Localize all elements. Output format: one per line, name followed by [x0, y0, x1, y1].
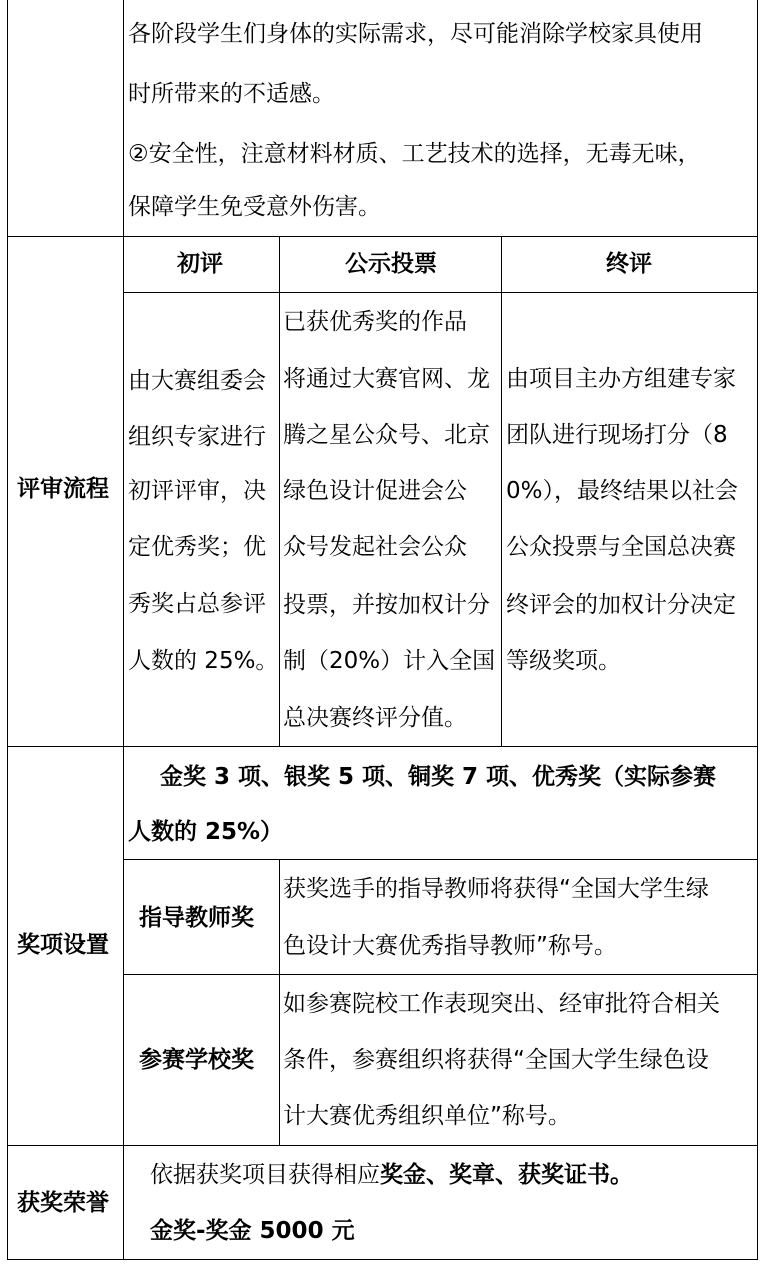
- review-header-final: 终评: [606, 251, 652, 277]
- table-border-right: [757, 0, 758, 1260]
- review-vote-line: 众号发起社会公众: [283, 534, 467, 560]
- review-label: 评审流程: [17, 476, 109, 502]
- awards-summary-line-2: 人数的 25%）: [128, 819, 284, 845]
- review-vote-line: 绿色设计促进会公: [283, 478, 467, 504]
- review-final-line: 终评会的加权计分决定: [506, 592, 736, 618]
- review-initial-line: 秀奖占总参评: [128, 591, 266, 617]
- review-vote-line: 总决赛终评分值。: [283, 705, 467, 731]
- review-final-line: 团队进行现场打分（8: [506, 422, 728, 448]
- requirements-line-3: ②安全性，注意材料材质、工艺技术的选择，无毒无味，: [128, 141, 701, 167]
- school-award-line-1: 如参赛院校工作表现突出、经审批符合相关: [283, 991, 720, 1017]
- awards-col-divider: [279, 859, 280, 1145]
- awards-summary-divider: [123, 859, 758, 860]
- review-header-divider: [123, 292, 758, 293]
- awards-label: 奖项设置: [17, 932, 109, 958]
- requirements-line-4: 保障学生免受意外伤害。: [128, 194, 381, 220]
- school-award-label: 参赛学校奖: [139, 1047, 254, 1073]
- review-vote-line: 制（20%）计入全国: [283, 648, 496, 674]
- awards-teacher-divider: [123, 974, 758, 975]
- review-initial-line: 人数的 25%。: [128, 648, 279, 674]
- review-vote-line: 将通过大赛官网、龙: [283, 366, 490, 392]
- teacher-award-label: 指导教师奖: [139, 905, 254, 931]
- requirements-line-1: 各阶段学生们身体的实际需求，尽可能消除学校家具使用: [128, 21, 703, 47]
- row-divider-honors: [7, 1145, 758, 1146]
- honors-line-1-normal: 依据获奖项目获得相应: [150, 1162, 380, 1188]
- teacher-award-line-2: 色设计大赛优秀指导教师”称号。: [283, 933, 617, 959]
- review-vote-line: 腾之星公众号、北京: [283, 422, 490, 448]
- column-divider-label: [123, 0, 124, 1260]
- review-final-line: 等级奖项。: [506, 648, 621, 674]
- requirements-line-2: 时所带来的不适感。: [128, 81, 335, 107]
- review-vote-line: 已获优秀奖的作品: [283, 309, 467, 335]
- awards-summary-line-1: 金奖 3 项、银奖 5 项、铜奖 7 项、优秀奖（实际参赛: [160, 764, 717, 790]
- review-initial-line: 定优秀奖；优: [128, 534, 266, 560]
- review-final-line: 0%），最终结果以社会: [506, 478, 738, 504]
- review-col-divider-2: [501, 236, 502, 746]
- teacher-award-line-1: 获奖选手的指导教师将获得“全国大学生绿: [283, 876, 709, 902]
- school-award-line-3: 计大赛优秀组织单位”称号。: [283, 1103, 571, 1129]
- review-initial-line: 组织专家进行: [128, 424, 266, 450]
- review-final-line: 公众投票与全国总决赛: [506, 534, 736, 560]
- review-final-line: 由项目主办方组建专家: [506, 366, 736, 392]
- review-initial-line: 初评评审，决: [128, 478, 266, 504]
- honors-line-2: 金奖-奖金 5000 元: [150, 1218, 355, 1244]
- review-header-initial: 初评: [177, 251, 223, 277]
- honors-line-1-bold: 奖金、奖章、获奖证书。: [380, 1162, 633, 1188]
- review-vote-line: 投票，并按加权计分: [283, 592, 490, 618]
- row-divider-review: [7, 236, 758, 237]
- honors-label: 获奖荣誉: [17, 1190, 109, 1216]
- review-initial-line: 由大赛组委会: [128, 368, 266, 394]
- review-header-vote: 公示投票: [345, 251, 437, 277]
- table-border-bottom: [7, 1259, 758, 1260]
- honors-line-1: [150, 1164, 633, 1187]
- table-border-left: [7, 0, 8, 1260]
- school-award-line-2: 条件，参赛组织将获得“全国大学生绿色设: [283, 1047, 709, 1073]
- row-divider-awards: [7, 746, 758, 747]
- review-col-divider-1: [279, 236, 280, 746]
